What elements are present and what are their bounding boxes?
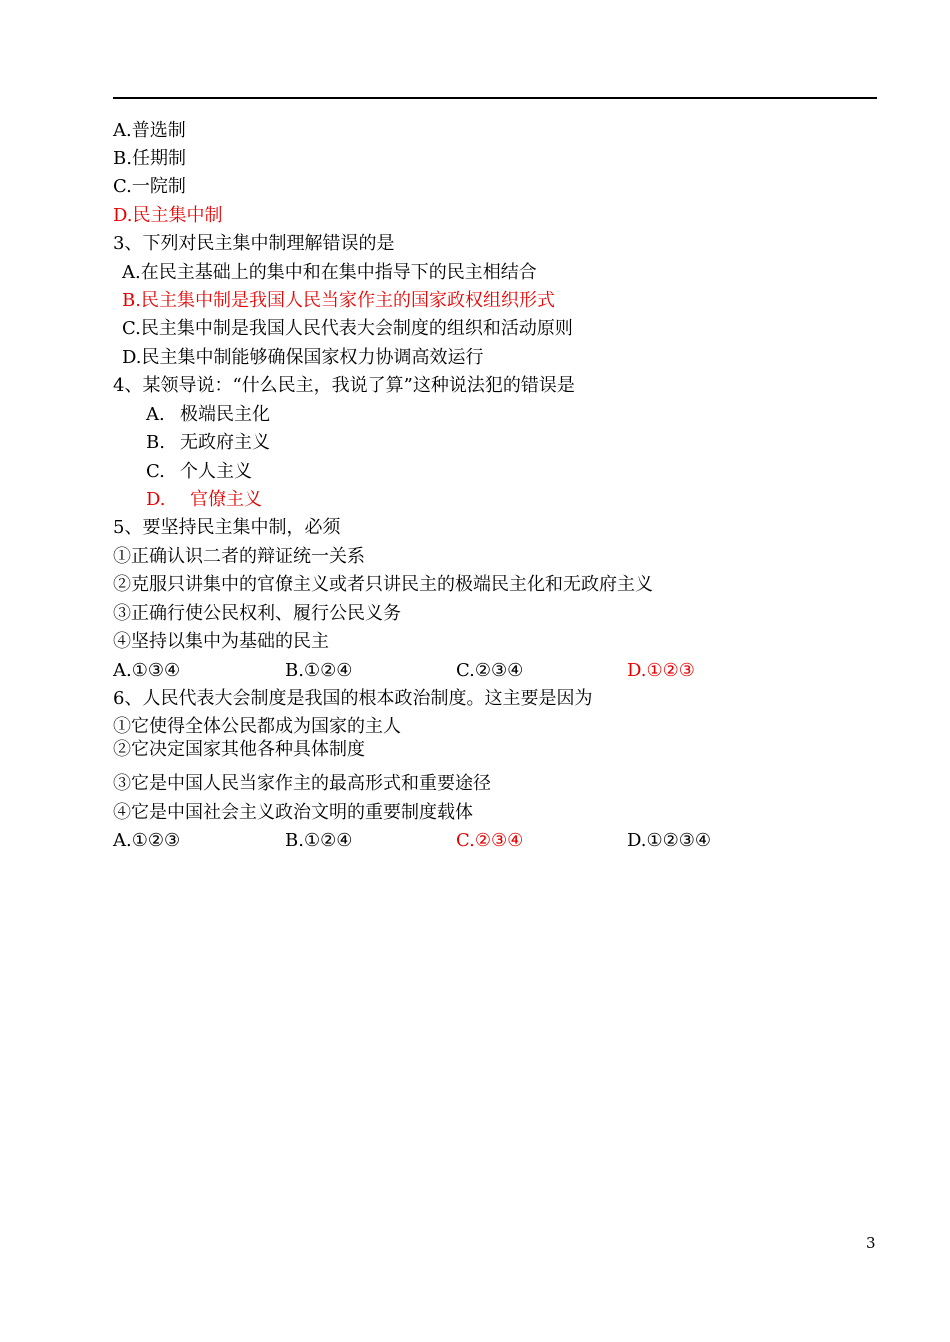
q4-option-c-text: 个人主义: [180, 461, 252, 482]
q6-choice-c-answer: C.②③④: [456, 830, 524, 851]
q5-choice-a: A.①③④: [113, 660, 181, 681]
q5-item-1: ①正确认识二者的辩证统一关系: [113, 546, 365, 567]
q6-stem: 6、人民代表大会制度是我国的根本政治制度。这主要是因为: [113, 688, 593, 709]
q3-option-d: D.民主集中制能够确保国家权力协调高效运行: [122, 347, 484, 368]
header-rule: [113, 97, 877, 99]
q6-choice-b: B.①②④: [285, 830, 353, 851]
q4-option-a-text: 极端民主化: [180, 404, 270, 425]
q6-item-1: ①它使得全体公民都成为国家的主人: [113, 716, 401, 737]
q2-option-b: B.任期制: [113, 148, 186, 169]
q5-choice-c: C.②③④: [456, 660, 524, 681]
q5-item-3: ③正确行使公民权利、履行公民义务: [113, 603, 401, 624]
q5-stem: 5、要坚持民主集中制，必须: [113, 517, 341, 538]
q6-item-2: ②它决定国家其他各种具体制度: [113, 739, 365, 760]
q6-item-3: ③它是中国人民当家作主的最高形式和重要途径: [113, 773, 491, 794]
q5-choice-b: B.①②④: [285, 660, 353, 681]
q4-option-c-letter: C.: [146, 461, 165, 482]
q3-option-c: C.民主集中制是我国人民代表大会制度的组织和活动原则: [122, 318, 573, 339]
q5-item-4: ④坚持以集中为基础的民主: [113, 631, 329, 652]
q6-item-4: ④它是中国社会主义政治文明的重要制度载体: [113, 802, 473, 823]
q6-choice-d: D.①②③④: [627, 830, 712, 851]
q3-option-a: A.在民主基础上的集中和在集中指导下的民主相结合: [122, 262, 537, 283]
q3-stem: 3、下列对民主集中制理解错误的是: [113, 233, 395, 254]
q5-choice-d-answer: D.①②③: [627, 660, 695, 681]
q4-option-d-letter-answer: D.: [146, 489, 166, 510]
q6-choice-a: A.①②③: [113, 830, 181, 851]
q4-option-b-letter: B.: [146, 432, 165, 453]
q2-option-c: C.一院制: [113, 176, 186, 197]
q4-stem: 4、某领导说：“什么民主，我说了算”这种说法犯的错误是: [113, 375, 575, 396]
q4-option-d-text-answer: 官僚主义: [190, 489, 262, 510]
q5-item-2: ②克服只讲集中的官僚主义或者只讲民主的极端民主化和无政府主义: [113, 574, 653, 595]
q4-option-a-letter: A.: [146, 404, 165, 425]
page-number: 3: [866, 1234, 876, 1252]
q2-option-d-answer: D.民主集中制: [113, 205, 223, 226]
q4-option-b-text: 无政府主义: [180, 432, 270, 453]
q3-option-b-answer: B.民主集中制是我国人民当家作主的国家政权组织形式: [122, 290, 555, 311]
q2-option-a: A.普选制: [113, 120, 186, 141]
